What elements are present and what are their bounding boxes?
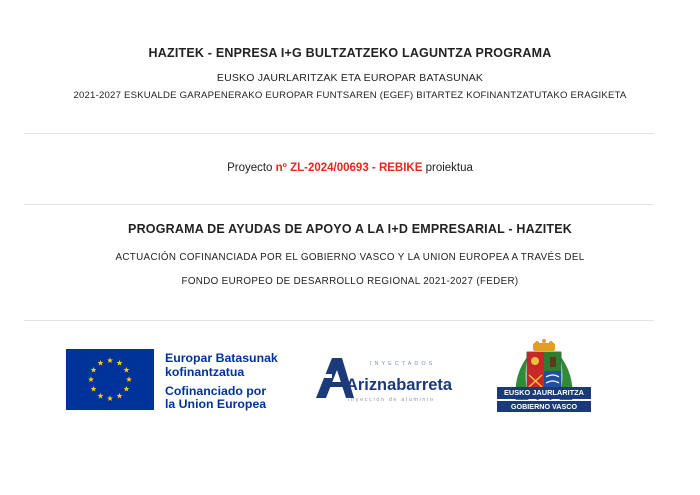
- eu-star-icon: [124, 386, 130, 392]
- eu-star-icon: [126, 376, 132, 382]
- eu-star-icon: [91, 386, 97, 392]
- eu-star-icon: [107, 357, 113, 363]
- eu-star-icon: [91, 367, 97, 373]
- eu-star-icon: [117, 360, 123, 366]
- divider: [24, 204, 654, 205]
- eu-star-icon: [88, 376, 94, 382]
- program-line-1: ACTUACIÓN COFINANCIADA POR EL GOBIERNO VASCO Y LA UNION EUROPEA A TRAVÉS DEL: [115, 252, 585, 263]
- program-line-2: FONDO EUROPEO DE DESARROLLO REGIONAL 2021-2027 (FEDER): [181, 276, 519, 287]
- project-name: REBIKE: [378, 162, 423, 174]
- gv-text-line-2: GOBIERNO VASCO: [497, 400, 591, 412]
- eu-text-line-3: Cofinanciado por: [165, 384, 267, 398]
- eu-text-line-2: kofinantzatua: [165, 365, 245, 379]
- eu-star-icon: [117, 393, 123, 399]
- program-title: PROGRAMA DE AYUDAS DE APOYO A LA I+D EMPRESARIAL - HAZITEK: [128, 222, 572, 236]
- project-number: nº ZL-2024/00693: [275, 162, 369, 174]
- ariznabarreta-logo: [314, 352, 456, 408]
- divider: [24, 320, 654, 321]
- ariznabarreta-name: Ariznabarreta: [346, 375, 453, 394]
- project-prefix: Proyecto: [227, 162, 273, 174]
- eu-star-icon: [98, 360, 104, 366]
- eu-star-icon: [98, 393, 104, 399]
- eu-star-icon: [107, 395, 113, 401]
- header-subtitle-1: EUSKO JAURLARITZAK ETA EUROPAR BATASUNAK: [216, 72, 484, 84]
- project-line: [0, 162, 700, 174]
- divider: [24, 133, 654, 134]
- eu-text-line-1: Europar Batasunak: [165, 351, 278, 365]
- ariznabarreta-tagline: Inyección de aluminio: [348, 397, 435, 403]
- project-suffix: proiektua: [425, 162, 473, 174]
- eu-star-icon: [124, 367, 130, 373]
- header-subtitle-2: 2021-2027 ESKUALDE GARAPENERAKO EUROPAR FUNTSAREN (EGEF) BITARTEZ KOFINANTZATUTAKO ERAGIKETA: [73, 90, 627, 101]
- ariznabarreta-top: INYECTADOS: [370, 361, 436, 367]
- header-title: HAZITEK - ENPRESA I+G BULTZATZEKO LAGUNTZA PROGRAMA: [148, 46, 552, 60]
- eu-flag-icon: [66, 349, 154, 410]
- eu-text-line-4: la Union Europea: [165, 397, 267, 411]
- project-separator: -: [368, 162, 379, 174]
- gv-text-line-1: EUSKO JAURLARITZA: [497, 387, 591, 399]
